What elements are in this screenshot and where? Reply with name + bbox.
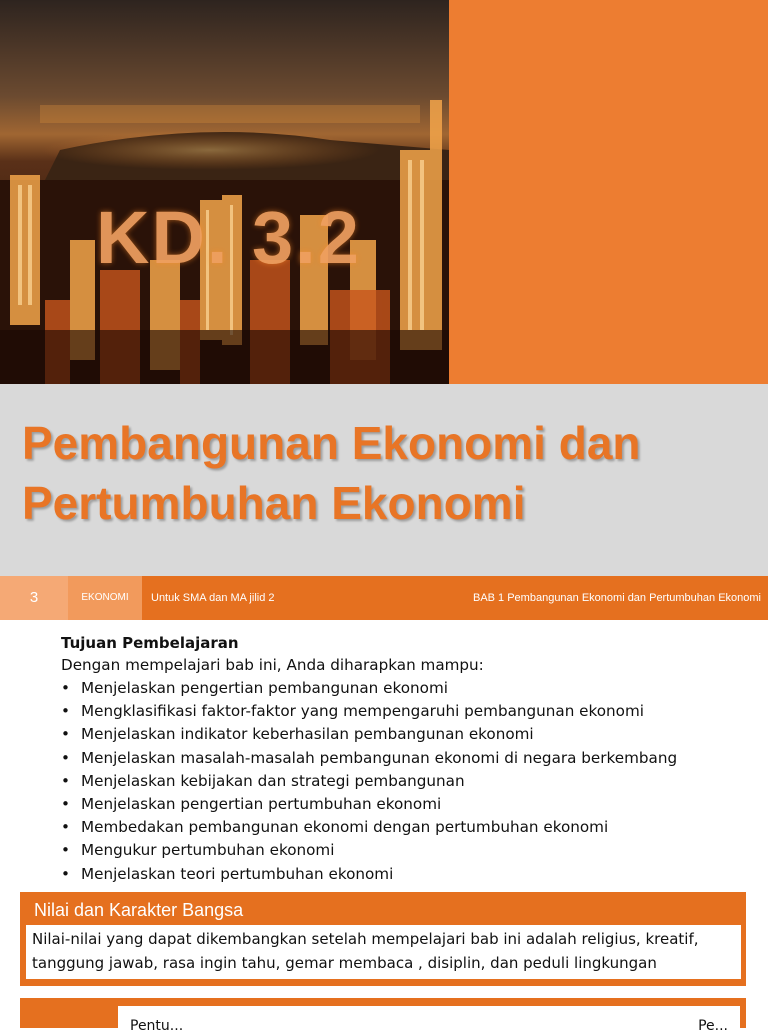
objective-item: • Menjelaskan pengertian pertumbuhan ekonomi: [61, 793, 761, 816]
city-skyline-illustration: [0, 0, 449, 384]
objectives-intro: Dengan mempelajari bab ini, Anda diharapkan mampu:: [61, 656, 484, 674]
learning-objectives: [61, 632, 761, 886]
chapter-label: BAB 1 Pembangunan Ekonomi dan Pertumbuhan Ekonomi: [472, 592, 761, 604]
cover-accent-panel: [449, 0, 768, 384]
concept-map-inner: [118, 1006, 740, 1036]
objective-item: • Membedakan pembangunan ekonomi dengan pertumbuhan ekonomi: [61, 816, 761, 839]
book-label: Untuk SMA dan MA jilid 2: [151, 592, 275, 604]
page-number: 3: [0, 576, 68, 620]
chapter-title-line-1: Pembangunan Ekonomi dan: [22, 417, 641, 469]
values-box-title: Nilai dan Karakter Bangsa: [34, 900, 244, 920]
values-box-body: Nilai-nilai yang dapat dikembangkan setelah mempelajari bab ini adalah religius, kreatif, tanggung jawab, rasa ingin tahu, gemar membaca , disiplin, dan peduli lingkungan: [26, 925, 741, 979]
subject-label: EKONOMI: [68, 576, 142, 620]
objective-item: • Menjelaskan indikator keberhasilan pembangunan ekonomi: [61, 723, 761, 746]
objectives-list: [61, 677, 761, 886]
objectives-heading: Tujuan Pembelajaran: [61, 634, 239, 652]
objective-item: • Menjelaskan masalah-masalah pembangunan ekonomi di negara berkembang: [61, 747, 761, 770]
objective-item: • Menjelaskan teori pertumbuhan ekonomi: [61, 863, 761, 886]
page-footer-strip: [0, 576, 768, 620]
objective-item: • Menjelaskan pengertian pembangunan ekonomi: [61, 677, 761, 700]
values-box: [20, 892, 746, 986]
concept-map-right-text: Pe...: [698, 1018, 728, 1034]
cover-city-night-photo: [0, 0, 449, 384]
kd-label: KD. 3.2: [96, 196, 361, 279]
objective-item: • Mengklasifikasi faktor-faktor yang mempengaruhi pembangunan ekonomi: [61, 700, 761, 723]
concept-map-left-text: Pentu...: [130, 1018, 184, 1034]
objective-item: • Mengukur pertumbuhan ekonomi: [61, 839, 761, 862]
chapter-title-line-2: Pertumbuhan Ekonomi: [22, 477, 526, 529]
chapter-title: [22, 413, 641, 533]
objective-item: • Menjelaskan kebijakan dan strategi pembangunan: [61, 770, 761, 793]
